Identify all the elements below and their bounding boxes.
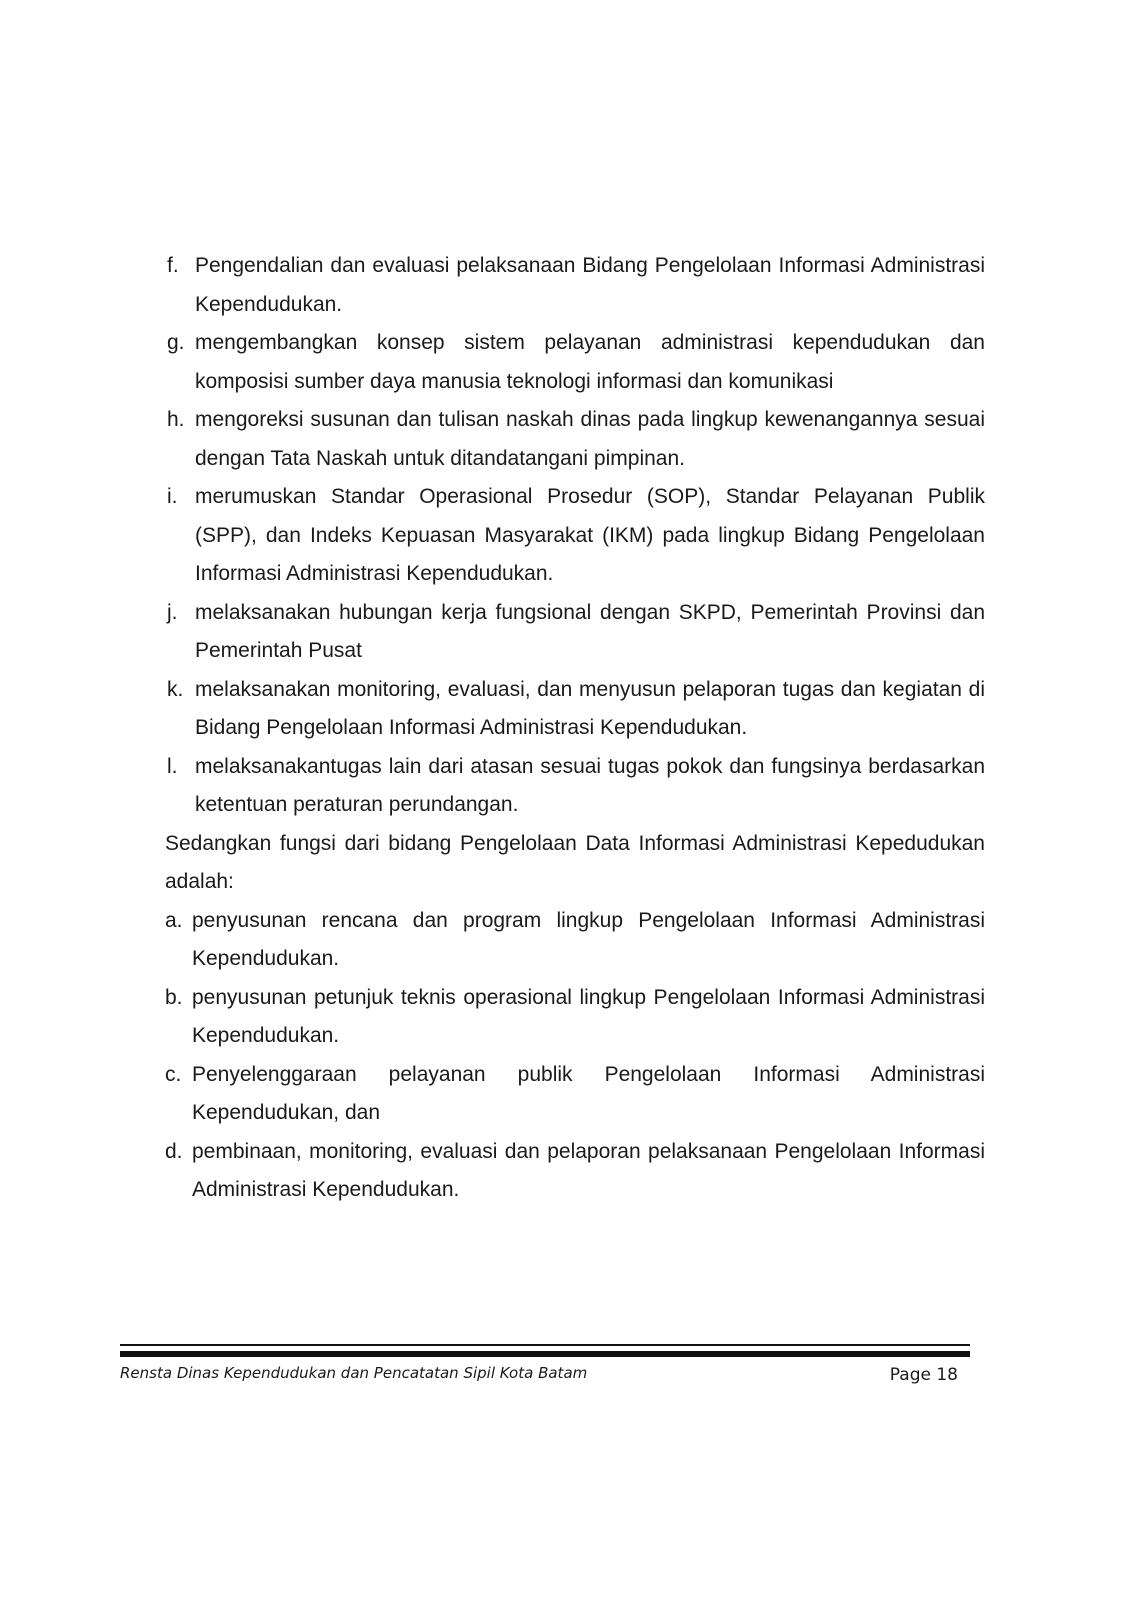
list-item	[165, 401, 985, 478]
list-marker: d.	[165, 1139, 183, 1163]
list-item-text: mengoreksi susunan dan tulisan naskah dinas pada lingkup kewenangannya sesuai dengan Tata Naskah untuk ditandatangani pimpinan.	[195, 408, 985, 470]
list-item	[165, 748, 985, 825]
list-item-text: pembinaan, monitoring, evaluasi dan pelaporan pelaksanaan Pengelolaan Informasi Administrasi Kependudukan.	[192, 1139, 985, 1201]
list-marker: h.	[167, 408, 185, 431]
list-item	[165, 247, 985, 324]
list-item-text: mengembangkan konsep sistem pelayanan administrasi kependudukan dan komposisi sumber daya manusia teknologi informasi dan komunikasi	[195, 331, 985, 393]
list-item-text: penyusunan rencana dan program lingkup Pengelolaan Informasi Administrasi Kependudukan.	[192, 908, 985, 970]
list-marker: g.	[167, 331, 185, 354]
footer-divider-thin	[120, 1344, 970, 1346]
list-marker: c.	[165, 1062, 182, 1086]
list-item	[165, 979, 985, 1056]
functions-list	[165, 902, 985, 1210]
list-item-text: melaksanakan monitoring, evaluasi, dan menyusun pelaporan tugas dan kegiatan di Bidang Pengelolaan Informasi Administrasi Kependudukan.	[195, 677, 985, 739]
list-item-text: Pengendalian dan evaluasi pelaksanaan Bidang Pengelolaan Informasi Administrasi Kependudukan.	[195, 254, 985, 316]
list-marker: a.	[165, 908, 183, 932]
list-marker: f.	[167, 254, 179, 277]
list-marker: j.	[167, 600, 178, 624]
footer-document-title: Rensta Dinas Kependudukan dan Pencatatan Sipil Kota Batam	[120, 1364, 588, 1382]
footer-divider	[120, 1351, 970, 1357]
duties-list	[165, 247, 985, 825]
list-item	[165, 324, 985, 401]
list-item-text: Penyelenggaraan pelayanan publik Pengelolaan Informasi Administrasi Kependudukan, dan	[192, 1062, 985, 1124]
list-marker: l.	[167, 754, 178, 778]
list-item-text: merumuskan Standar Operasional Prosedur (SOP), Standar Pelayanan Publik (SPP), dan Indeks Kepuasan Masyarakat (IKM) pada lingkup Bidang Pengelolaan Informasi Administrasi Kependudukan.	[195, 485, 985, 585]
list-item-text: penyusunan petunjuk teknis operasional lingkup Pengelolaan Informasi Administrasi Kependudukan.	[192, 985, 985, 1047]
body-text	[165, 247, 985, 1210]
list-item-text: melaksanakantugas lain dari atasan sesuai tugas pokok dan fungsinya berdasarkan ketentuan peraturan perundangan.	[195, 754, 985, 816]
list-item	[165, 478, 985, 594]
list-marker: i.	[167, 485, 178, 508]
functions-intro: Sedangkan fungsi dari bidang Pengelolaan Data Informasi Administrasi Kepedudukan adalah:	[165, 831, 985, 893]
list-item-text: melaksanakan hubungan kerja fungsional dengan SKPD, Pemerintah Provinsi dan Pemerintah Pusat	[195, 600, 985, 662]
list-item	[165, 902, 985, 979]
list-marker: b.	[165, 985, 183, 1009]
list-marker: k.	[167, 677, 184, 701]
list-item	[165, 594, 985, 671]
footer-page-number: Page 18	[889, 1365, 958, 1385]
list-item	[165, 1056, 985, 1133]
list-item	[165, 1133, 985, 1210]
list-item	[165, 671, 985, 748]
